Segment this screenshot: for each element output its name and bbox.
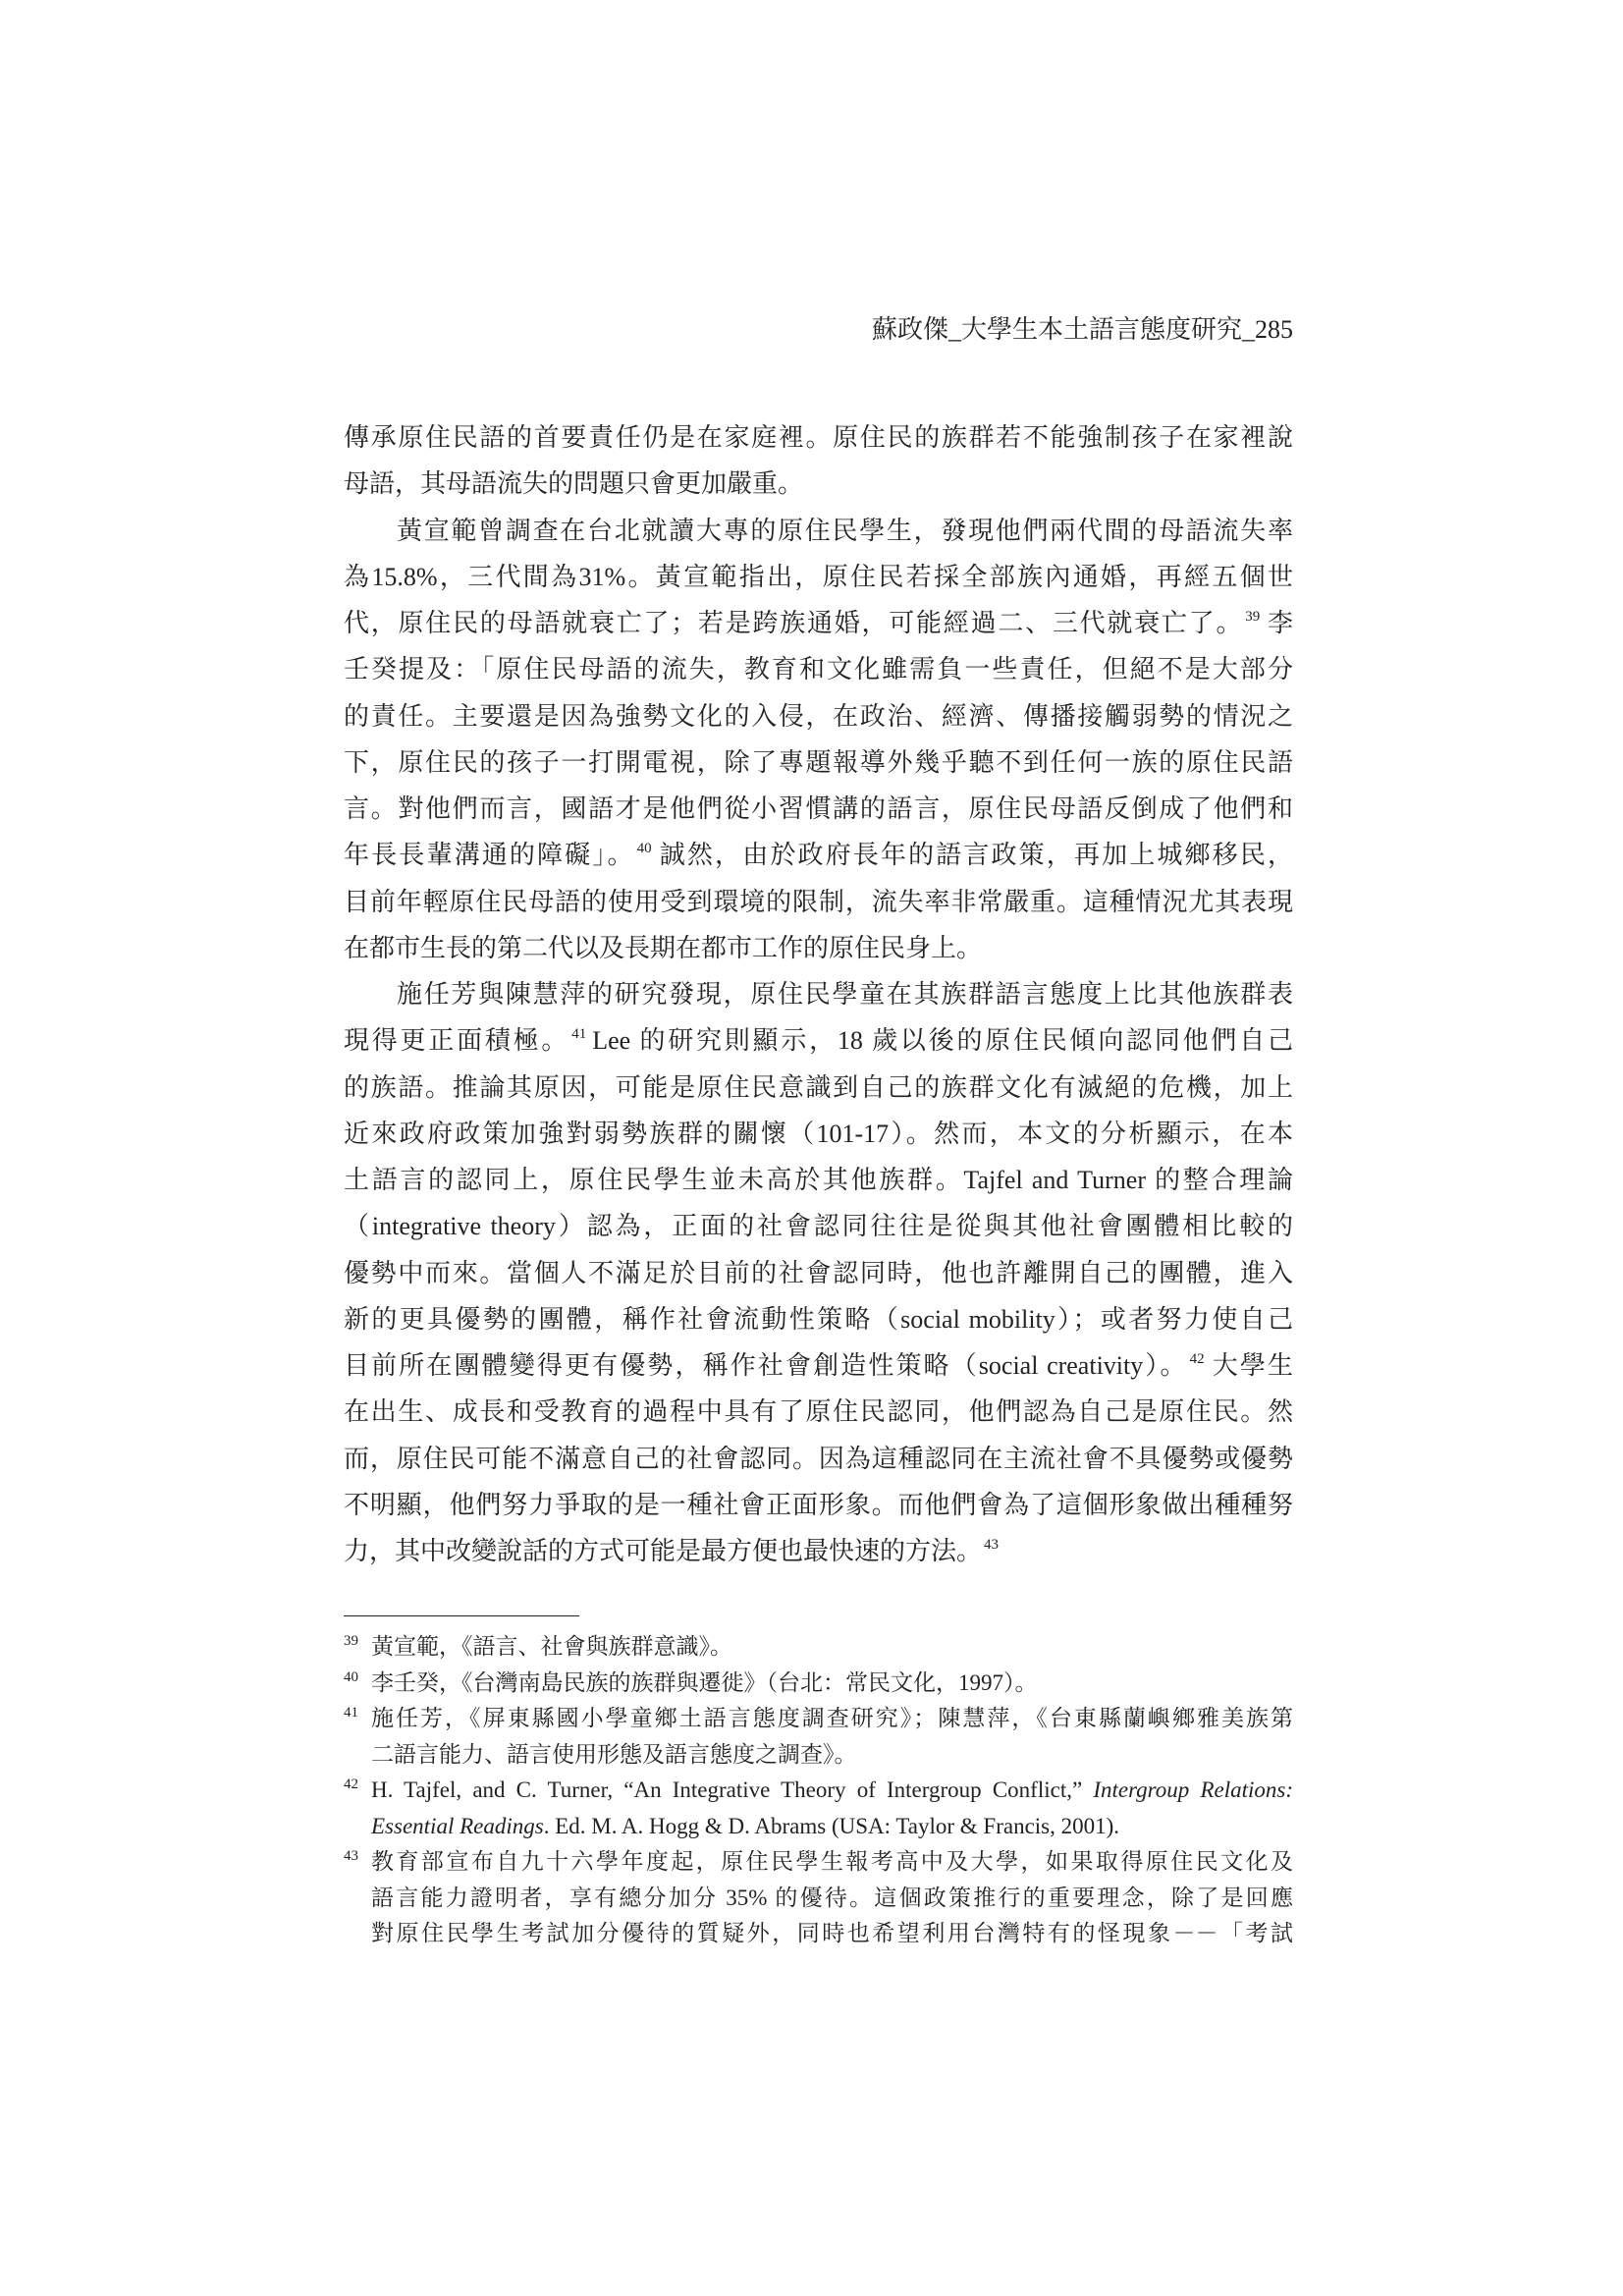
body-line: 言。對他們而言，國語才是他們從小習慣講的語言，原住民母語反倒成了他們和 <box>344 794 1293 823</box>
line-text: 李 <box>1266 609 1293 637</box>
body-line: 土語言的認同上，原住民學生並未高於其他族群。Tajfel and Turner 的整合理論 <box>344 1166 1293 1194</box>
body-line: 的族語。推論其原因，可能是原住民意識到自己的族群文化有滅絕的危機，加上 <box>344 1072 1293 1102</box>
paragraph <box>344 414 1293 508</box>
footnote <box>344 1701 1293 1773</box>
footnote-reference: 42 <box>1189 1351 1205 1367</box>
paragraph <box>344 971 1293 1574</box>
line-text: 大學生 <box>1210 1351 1293 1380</box>
body-line: 近來政府政策加強對弱勢族群的關懷（101-17）。然而，本文的分析顯示，在本 <box>344 1119 1293 1148</box>
body-line <box>344 1342 1293 1389</box>
footnote-line: 對原住民學生考試加分優待的質疑外，同時也希望利用台灣特有的怪現象－－「考試 <box>371 1921 1293 1945</box>
body-line: 新的更具優勢的團體，稱作社會流動性策略（social mobility）；或者努力使自己 <box>344 1304 1293 1334</box>
footnote-line-text: H. Tajfel, and C. Turner, “An Integrative Theory of Intergroup Conflict,” <box>371 1777 1094 1802</box>
footnote-reference: 39 <box>1245 609 1261 625</box>
line-text: Lee 的研究則顯示，18 歲以後的原住民傾向認同他們自己 <box>592 1026 1293 1056</box>
body-line: 不明顯，他們努力爭取的是一種社會正面形象。而他們會為了這個形象做出種種努 <box>344 1490 1293 1519</box>
body-line: 為15.8%，三代間為31%。黃宣範指出，原住民若採全部族內通婚，再經五個世 <box>344 562 1293 591</box>
body-line: 而，原住民可能不滿意自己的社會認同。因為這種認同在主流社會不具優勢或優勢 <box>344 1444 1293 1473</box>
footnote-line: 施任芳，《屏東縣國小學童鄉土語言態度調查研究》；陳慧萍，《台東縣蘭嶼鄉雅美族第 <box>371 1706 1293 1730</box>
body-line: 的責任。主要還是因為強勢文化的入侵，在政治、經濟、傳播接觸弱勢的情況之 <box>344 701 1293 731</box>
footnote-line <box>371 1809 1293 1845</box>
body-line: 壬癸提及：「原住民母語的流失，教育和文化雖需負一些責任，但絕不是大部分 <box>344 655 1293 684</box>
footnote-line: 黃宣範，《語言、社會與族群意識》。 <box>371 1634 732 1659</box>
body-line: 下，原住民的孩子一打開電視，除了專題報導外幾乎聽不到任何一族的原住民語 <box>344 747 1293 777</box>
body-line <box>344 600 1293 646</box>
footnote-line: 二語言能力、語言使用形態及語言態度之調查》。 <box>371 1741 857 1767</box>
line-text: 誠然，由於政府長年的語言政策，再加上城鄉移民， <box>657 841 1293 870</box>
footnote <box>344 1666 1293 1702</box>
running-header: 蘇政傑_大學生本土語言態度研究_285 <box>871 315 1293 344</box>
footnotes <box>344 1629 1293 1952</box>
footnote-line: 語言能力證明者，享有總分加分 35% 的優待。這個政策推行的重要理念，除了是回應 <box>371 1885 1293 1910</box>
body-line: 目前年輕原住民母語的使用受到環境的限制，流失率非常嚴重。這種情況尤其表現 <box>344 887 1293 916</box>
footnote-line-text: . Ed. M. A. Hogg & D. Abrams (USA: Taylor & Francis, 2001). <box>543 1813 1120 1838</box>
body-line: 母語，其母語流失的問題只會更加嚴重。 <box>344 469 804 499</box>
body-line: 黃宣範曾調查在台北就讀大專的原住民學生，發現他們兩代間的母語流失率 <box>397 516 1293 545</box>
body-line <box>344 832 1293 878</box>
line-text: 目前所在團體變得更有優勢，稱作社會創造性策略（social creativity）。 <box>344 1351 1188 1380</box>
footnote-line <box>371 1773 1293 1809</box>
body-line <box>344 1528 1293 1574</box>
footnote <box>344 1844 1293 1952</box>
body-line: 在出生、成長和受教育的過程中具有了原住民認同，他們認為自己是原住民。然 <box>344 1397 1293 1427</box>
footnote-reference: 43 <box>984 1537 1000 1553</box>
footnote-line: 教育部宣布自九十六學年度起，原住民學生報考高中及大學，如果取得原住民文化及 <box>371 1849 1293 1874</box>
body-text <box>344 414 1293 1574</box>
line-text: 代，原住民的母語就衰亡了；若是跨族通婚，可能經過二、三代就衰亡了。 <box>344 609 1244 637</box>
line-text: 年長長輩溝通的障礙」。 <box>344 841 635 870</box>
paragraph <box>344 508 1293 972</box>
line-text: 力，其中改變說話的方式可能是最方便也最快速的方法。 <box>344 1537 983 1565</box>
footnote-number: 43 <box>344 1848 358 1864</box>
body-line: 施任芳與陳慧萍的研究發現，原住民學童在其族群語言態度上比其他族群表 <box>397 980 1293 1009</box>
book-title: Essential Readings <box>371 1813 544 1838</box>
footnote-number: 41 <box>344 1705 358 1721</box>
line-text: 現得更正面積極。 <box>344 1026 570 1056</box>
footnote-line: 李壬癸，《台灣南島民族的族群與遷徙》（台北：常民文化，1997）。 <box>371 1669 1038 1695</box>
footnote-reference: 40 <box>636 841 652 857</box>
body-line <box>344 1017 1293 1064</box>
body-line: 傳承原住民語的首要責任仍是在家庭裡。原住民的族群若不能強制孩子在家裡說 <box>344 423 1293 452</box>
footnote <box>344 1773 1293 1844</box>
footnote-number: 40 <box>344 1668 358 1685</box>
book-title: Intergroup Relations: <box>1093 1777 1293 1802</box>
body-line: 在都市生長的第二代以及長期在都市工作的原住民身上。 <box>344 933 983 962</box>
footnote-number: 42 <box>344 1777 358 1792</box>
body-line: （integrative theory）認為，正面的社會認同往往是從與其他社會團體相比較的 <box>344 1212 1293 1241</box>
footnote-rule <box>344 1615 579 1616</box>
footnote-reference: 41 <box>571 1026 587 1043</box>
footnote <box>344 1629 1293 1666</box>
body-line: 優勢中而來。當個人不滿足於目前的社會認同時，他也許離開自己的團體，進入 <box>344 1258 1293 1287</box>
footnote-number: 39 <box>344 1633 358 1649</box>
